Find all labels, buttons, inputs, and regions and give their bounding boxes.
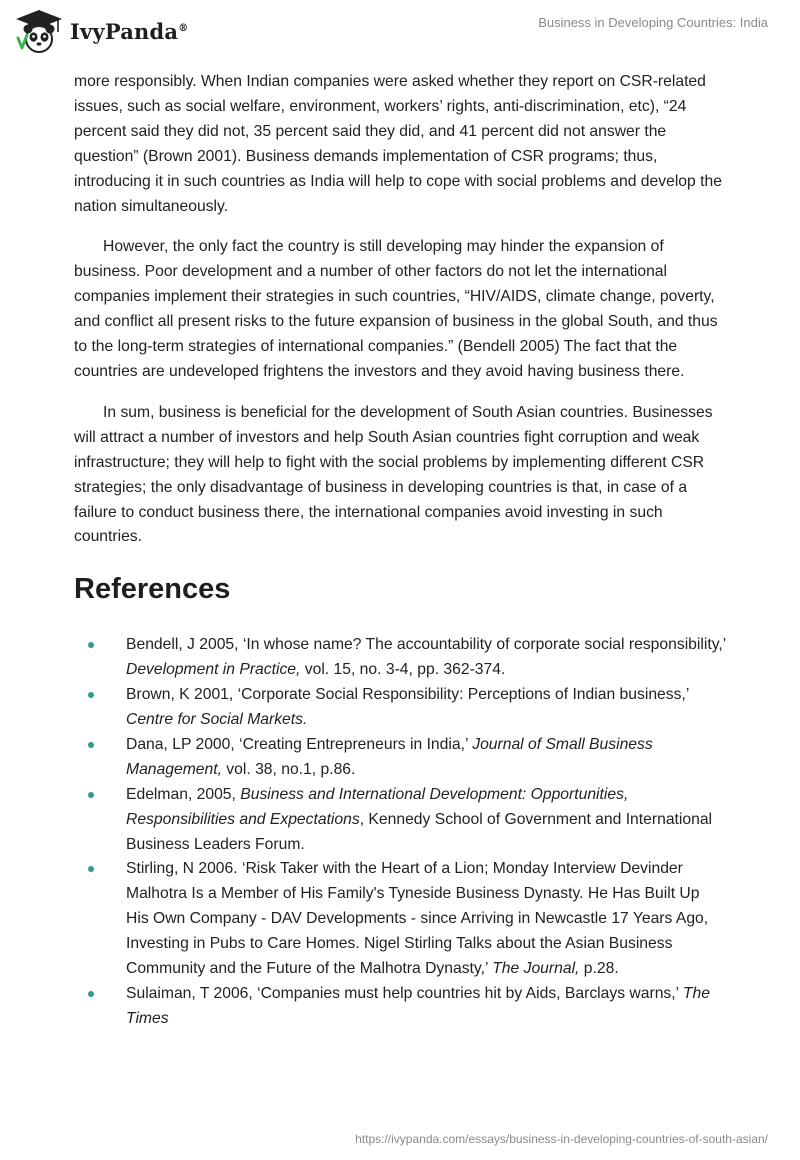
source-url-link[interactable]: https://ivypanda.com/essays/business-in-developing-countries-of-south-asian/ — [355, 1132, 768, 1146]
bullet-icon — [88, 742, 94, 748]
references-heading: References — [74, 573, 231, 606]
reference-details: vol. 15, no. 3-4, pp. 362-374. — [300, 661, 506, 679]
bullet-icon — [88, 866, 94, 872]
reference-source: The Times — [126, 985, 710, 1027]
bullet-icon — [88, 642, 94, 648]
page-header — [0, 0, 800, 70]
reference-item — [74, 783, 726, 858]
bullet-icon — [88, 792, 94, 798]
document-title: Business in Developing Countries: India — [538, 15, 768, 30]
bullet-icon — [88, 991, 94, 997]
registered-mark: ® — [178, 22, 189, 34]
body-paragraph: However, the only fact the country is still developing may hinder the expansion of business. Poor development and a number of other factors do not let the international companies implement their strategies in such countries, “HIV/AIDS, climate change, poverty, and conflict all present risks to the future expansion of business in the global South, and thus to the long-term strategies of international companies.” (Bendell 2005) The fact that the countries are undeveloped frightens the investors and they avoid having business there. — [74, 238, 718, 380]
reference-item — [74, 733, 726, 783]
reference-item — [74, 683, 726, 733]
panda-graduate-icon — [12, 8, 66, 54]
reference-item — [74, 857, 726, 982]
reference-source: Journal of Small Business Management, — [126, 735, 653, 778]
reference-item — [74, 633, 726, 683]
reference-source: Development in Practice, — [126, 661, 301, 679]
essay-content — [74, 70, 726, 1032]
logo-text: IvyPanda — [70, 18, 179, 44]
reference-list — [74, 633, 726, 1032]
reference-details: vol. 38, no.1, p.86. — [221, 760, 356, 778]
reference-source: Centre for Social Markets. — [126, 711, 308, 729]
reference-item — [74, 982, 726, 1032]
bullet-icon — [88, 692, 94, 698]
reference-text: Dana, LP 2000, ‘Creating Entrepreneurs in India,’ — [126, 735, 473, 753]
reference-text: Brown, K 2001, ‘Corporate Social Responsibility: Perceptions of Indian business,’ — [126, 686, 689, 704]
reference-details: p.28. — [579, 960, 619, 978]
reference-text: Bendell, J 2005, ‘In whose name? The accountability of corporate social responsibility,’ — [126, 636, 726, 654]
reference-source: Business and International Development: Opportunities, Responsibilities and Expectations — [126, 785, 629, 828]
reference-text: Edelman, 2005, — [126, 785, 241, 803]
reference-source: The Journal, — [492, 960, 580, 978]
reference-text: Stirling, N 2006. ‘Risk Taker with the Heart of a Lion; Monday Interview Devinder Malhotra Is a Member of His Family's Tyneside Business Dynasty. He Has Built Up His Own Company - DAV Developments - since Arriving in Newcastle 17 Years Ago, Investing in Pubs to Care Homes. Nigel Stirling Talks about the Asian Business Community and the Future of the Malhotra Dynasty,’ — [126, 860, 709, 978]
body-paragraph: In sum, business is beneficial for the development of South Asian countries. Businesses will attract a number of investors and help South Asian countries fight corruption and weak infrastructure; they will help to fight with the social problems by implementing different CSR strategies; the only disadvantage of business in developing countries is that, in case of a failure to conduct business there, the international companies avoid investing in such countries. — [74, 403, 713, 546]
reference-text: Sulaiman, T 2006, ‘Companies must help countries hit by Aids, Barclays warns,’ — [126, 985, 683, 1002]
logo-wordmark — [70, 19, 188, 44]
body-paragraph: more responsibly. When Indian companies were asked whether they report on CSR-related issues, such as social welfare, environment, workers’ rights, anti-discrimination, etc), “24 percent said they did not, 35 percent said they did, and 41 percent did not answer the question” (Brown 2001). Business demands implementation of CSR programs; thus, introducing it in such countries as India will help to cope with social problems and develop the nation simultaneously. — [74, 73, 722, 215]
ivypanda-logo[interactable] — [12, 8, 188, 54]
reference-details: , Kennedy School of Government and International Business Leaders Forum. — [126, 810, 713, 853]
